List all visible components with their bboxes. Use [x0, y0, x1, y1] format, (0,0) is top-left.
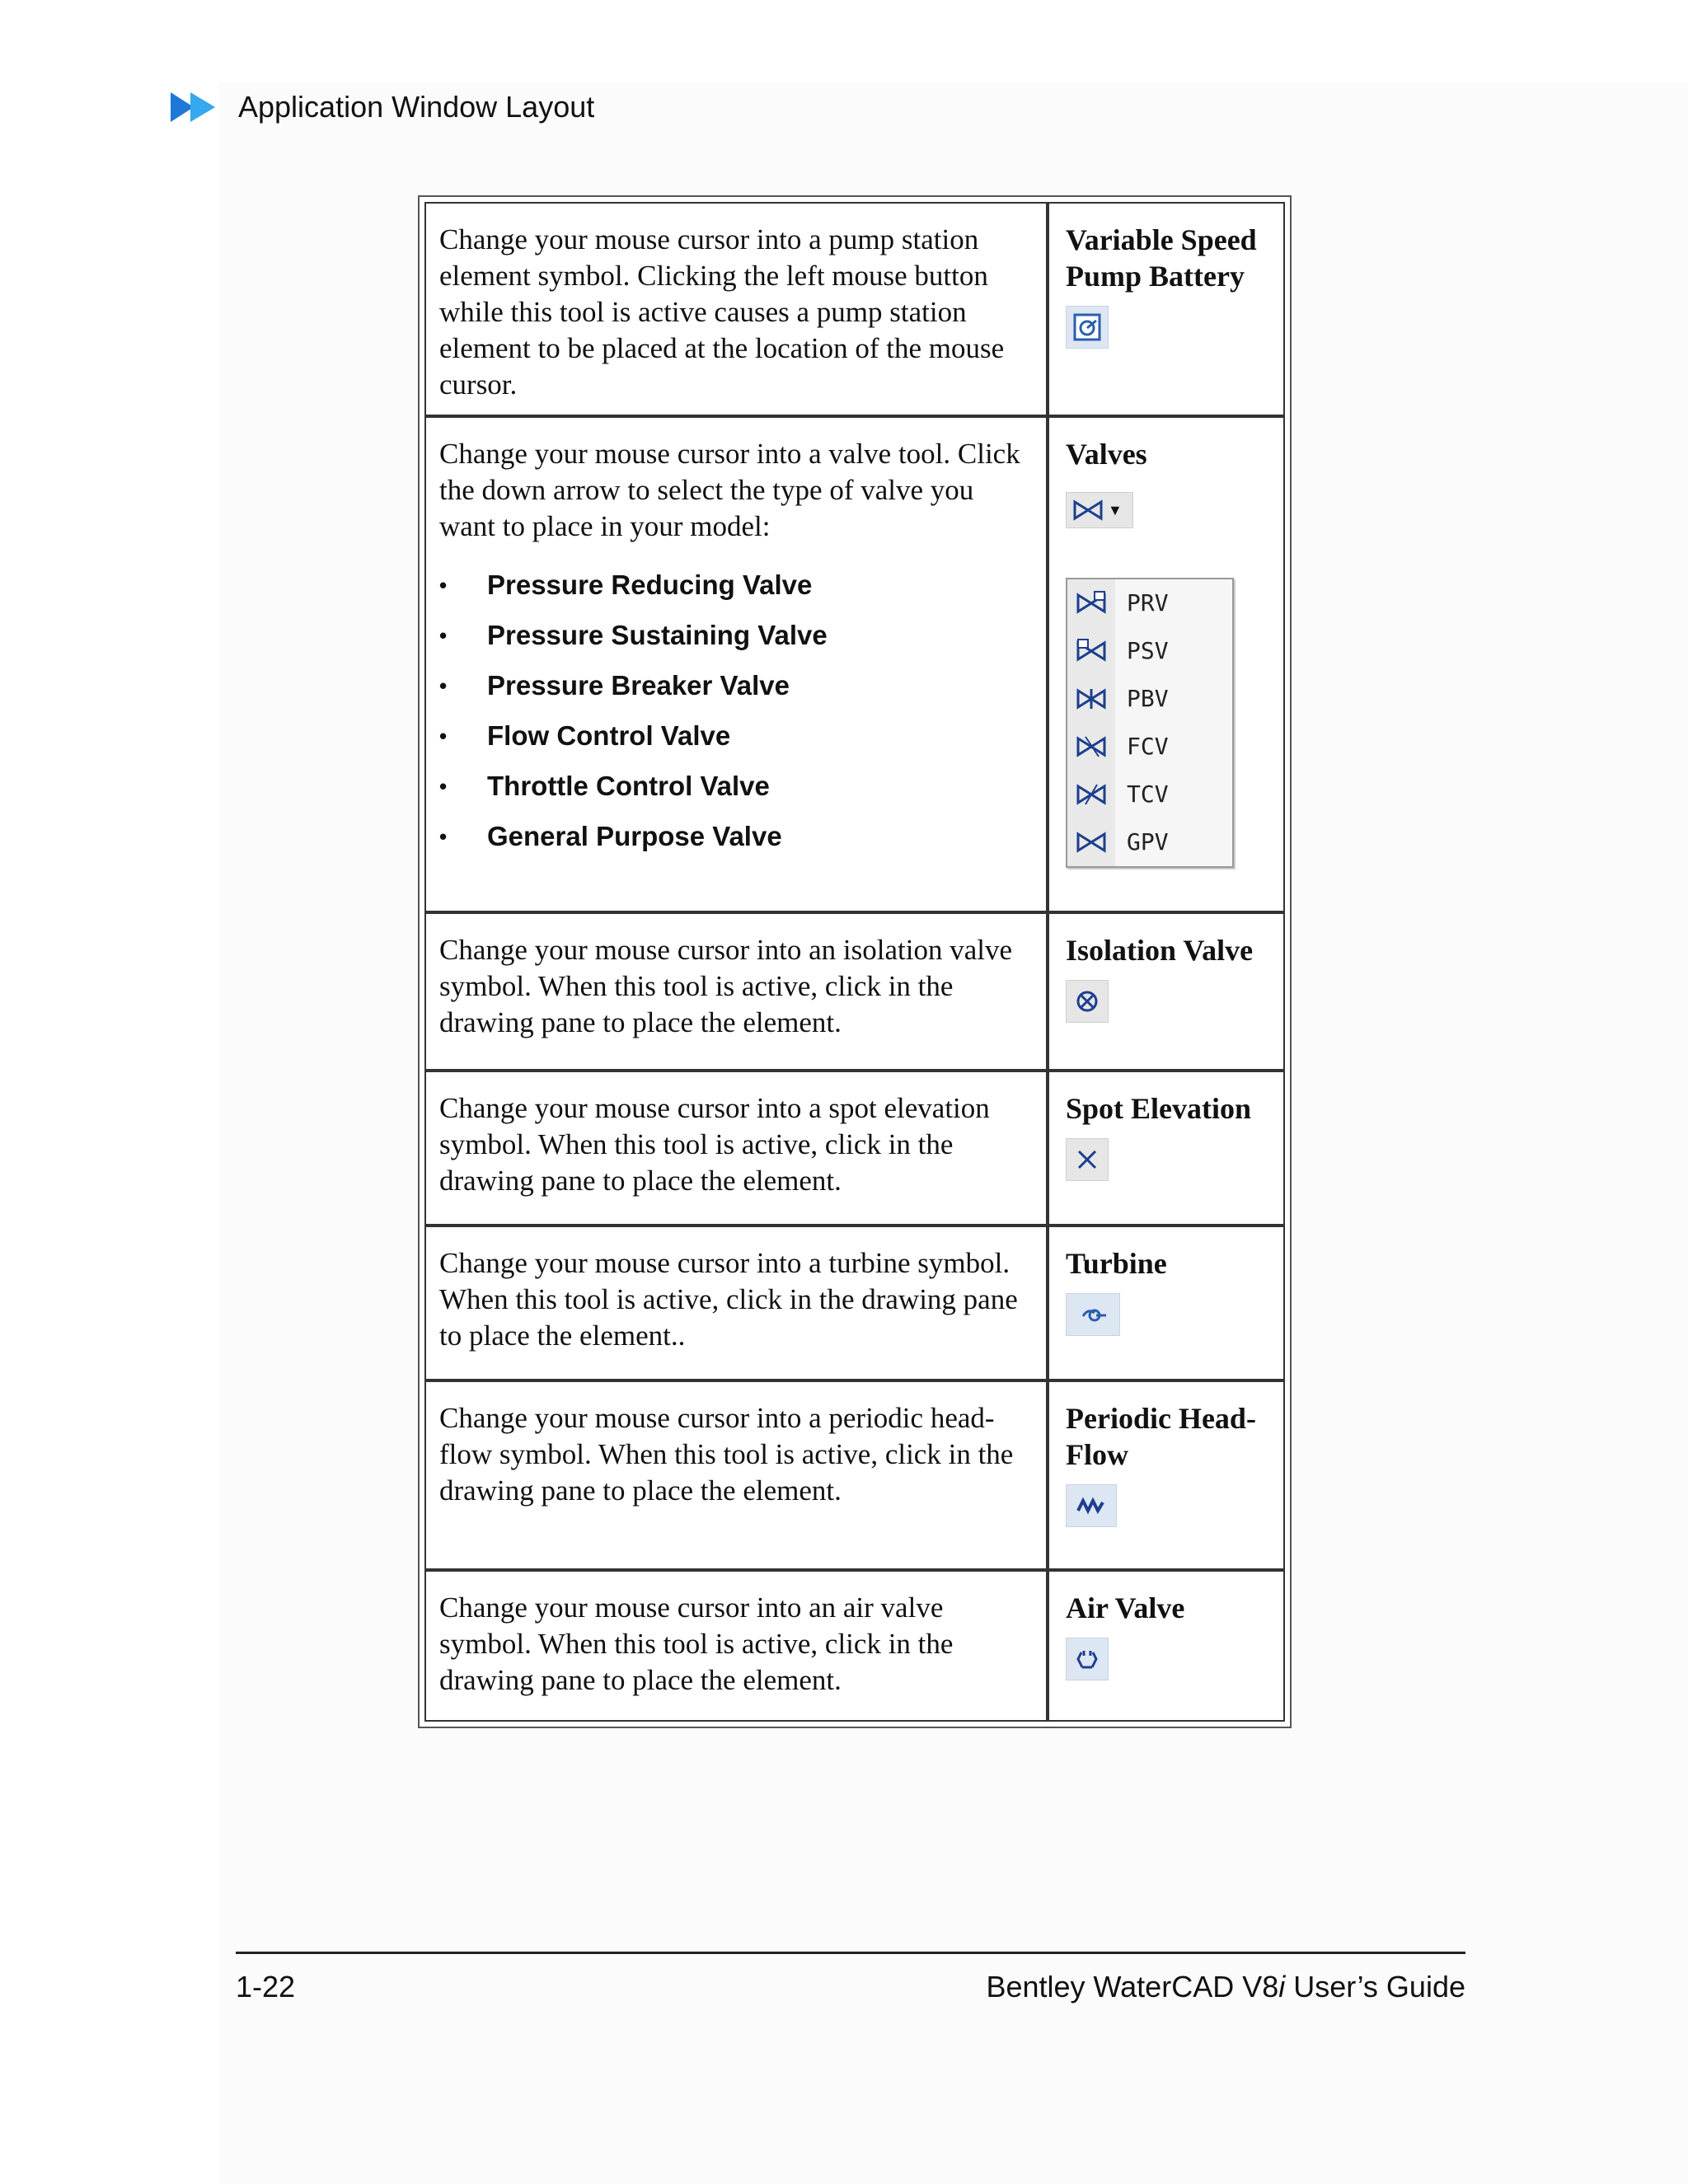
- table-row: [424, 1071, 1285, 1226]
- valve-dropdown-button[interactable]: [1066, 492, 1133, 528]
- tool-name: Spot Elevation: [1066, 1092, 1252, 1125]
- chevron-down-icon: ▼: [1108, 502, 1123, 518]
- tool-name: Variable Speed Pump Battery: [1066, 223, 1257, 293]
- prv-icon: [1067, 579, 1115, 627]
- menu-item-psv[interactable]: PSV: [1067, 627, 1232, 675]
- row-tool: [1048, 1570, 1285, 1722]
- page-number: 1-22: [236, 1970, 296, 2004]
- row-description: Change your mouse cursor into a spot elevation symbol. When this tool is active, click in the drawing pane to place the element.: [424, 1071, 1048, 1226]
- tool-name: Turbine: [1066, 1247, 1167, 1280]
- table-row: [424, 1380, 1285, 1570]
- valve-type-list: [439, 560, 1033, 861]
- psv-icon: [1067, 627, 1115, 675]
- row-tool: [1048, 202, 1285, 416]
- section-header: [169, 86, 594, 129]
- pbv-icon: [1067, 675, 1115, 723]
- isolation-valve-icon[interactable]: [1066, 980, 1109, 1023]
- list-item: • Flow Control Valve: [439, 719, 731, 751]
- row-description: Change your mouse cursor into an isolation valve symbol. When this tool is active, click in the drawing pane to place the element.: [424, 912, 1048, 1071]
- tool-name: Periodic Head-Flow: [1066, 1402, 1256, 1471]
- table-row: [424, 1570, 1285, 1722]
- double-arrow-icon: [169, 89, 222, 125]
- menu-item-gpv[interactable]: GPV: [1067, 818, 1232, 866]
- footer-rule: [236, 1952, 1465, 1954]
- spot-elevation-icon[interactable]: [1066, 1138, 1109, 1181]
- tool-name: Air Valve: [1066, 1591, 1185, 1624]
- list-item: • Pressure Sustaining Valve: [439, 619, 828, 650]
- list-item: • Throttle Control Valve: [439, 770, 770, 801]
- menu-item-pbv[interactable]: PBV: [1067, 675, 1232, 723]
- gpv-icon: [1067, 818, 1115, 866]
- table-row: [424, 1226, 1285, 1380]
- tcv-icon: [1067, 771, 1115, 818]
- toolbar-reference-table: [418, 195, 1292, 1728]
- row-tool: [1048, 912, 1285, 1071]
- section-title: Application Window Layout: [238, 90, 595, 124]
- tool-name: Isolation Valve: [1066, 934, 1254, 967]
- list-item: • General Purpose Valve: [439, 820, 782, 851]
- list-item: • Pressure Breaker Valve: [439, 669, 790, 701]
- valve-icon: [1071, 497, 1104, 523]
- row-tool: [1048, 1380, 1285, 1570]
- row-tool: [1048, 1071, 1285, 1226]
- row-tool: [1048, 1226, 1285, 1380]
- menu-item-tcv[interactable]: TCV: [1067, 771, 1232, 818]
- fcv-icon: [1067, 723, 1115, 771]
- table-row: [424, 416, 1285, 912]
- valves-description: Change your mouse cursor into a valve tool. Click the down arrow to select the type of valve you want to place in your model:: [439, 438, 1020, 542]
- pump-battery-icon[interactable]: [1066, 306, 1109, 349]
- list-item: • Pressure Reducing Valve: [439, 569, 813, 600]
- row-description: Change your mouse cursor into a pump station element symbol. Clicking the left mouse button while this tool is active causes a pump station element to be placed at the location of the mouse cursor.: [424, 202, 1048, 416]
- row-description: Change your mouse cursor into a periodic head-flow symbol. When this tool is active, click in the drawing pane to place the element.: [424, 1380, 1048, 1570]
- tool-name: Valves: [1066, 438, 1147, 471]
- guide-title: Bentley WaterCAD V8i User’s Guide: [986, 1970, 1465, 2004]
- row-tool: [1048, 416, 1285, 912]
- table-row: [424, 202, 1285, 416]
- table-row: [424, 912, 1285, 1071]
- row-description: [424, 416, 1048, 912]
- periodic-head-flow-icon[interactable]: [1066, 1484, 1117, 1527]
- menu-item-fcv[interactable]: FCV: [1067, 723, 1232, 771]
- row-description: Change your mouse cursor into an air valve symbol. When this tool is active, click in the drawing pane to place the element.: [424, 1570, 1048, 1722]
- valve-type-menu: [1066, 578, 1234, 868]
- row-description: Change your mouse cursor into a turbine symbol. When this tool is active, click in the drawing pane to place the element..: [424, 1226, 1048, 1380]
- menu-item-prv[interactable]: PRV: [1067, 579, 1232, 627]
- turbine-icon[interactable]: [1066, 1293, 1120, 1336]
- air-valve-icon[interactable]: [1066, 1638, 1109, 1680]
